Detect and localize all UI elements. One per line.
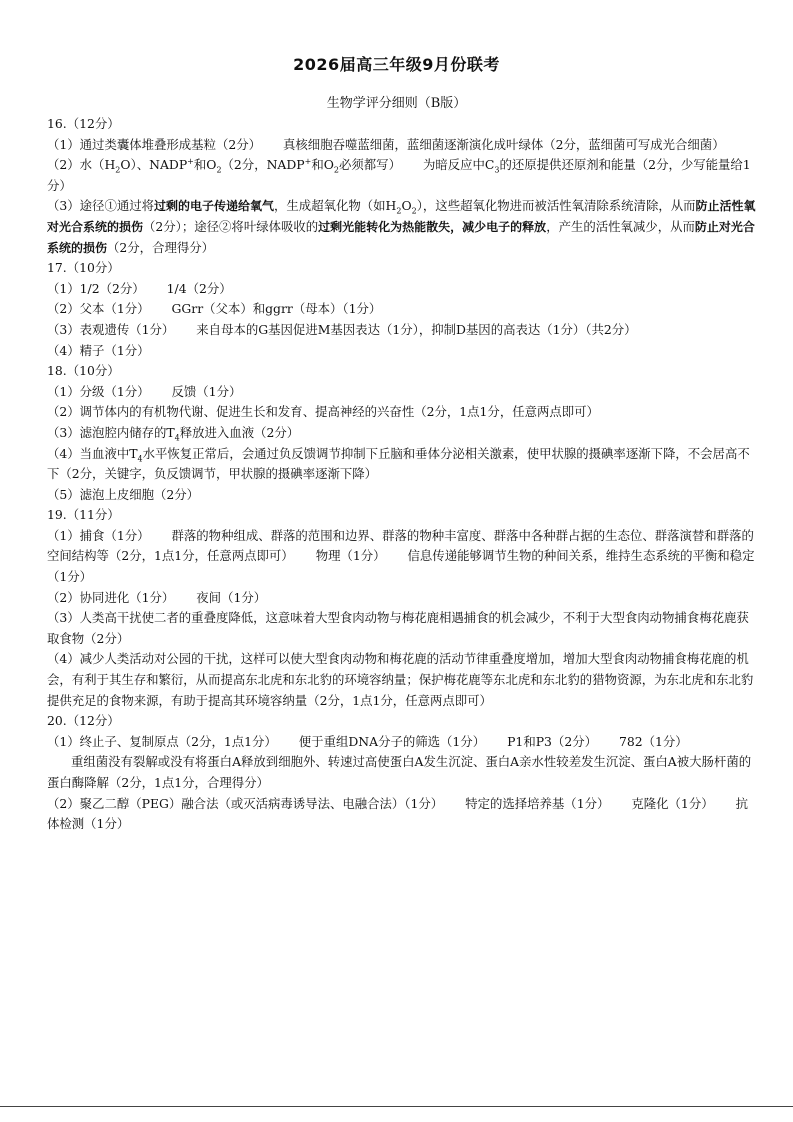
subscript: 2 (333, 165, 340, 175)
q20-part2-a: （2）聚乙二醇（PEG）融合法（或灭活病毒诱导法、电融合法）（1分） (47, 795, 444, 811)
q18-part1-a: （1）分级（1分） (47, 383, 150, 399)
q16-part3-keyword: 过剩的电子传递给氧气 (154, 199, 275, 214)
q18-part4-text: （4）当血液中T (47, 445, 138, 461)
q19-part2 (47, 588, 757, 609)
q17-part1 (47, 279, 757, 300)
q16-part3 (47, 196, 757, 258)
q16-part3-keyword: 过剩光能转化为热能散失，减少电子的释放 (318, 219, 547, 234)
q16-part3-text: （3）途径①通过将 (47, 198, 155, 214)
q16-part2-text: （2分，NADP (221, 157, 305, 173)
q17-part3-a: （3）表观遗传（1分） (47, 321, 175, 337)
q17-part2 (47, 299, 757, 320)
q20-part1-d: 782（1分） (618, 733, 688, 749)
q16-part1-a: （1）通过类囊体堆叠形成基粒（2分） (47, 136, 262, 152)
q17-part1-a: （1）1/2（2分） (47, 280, 145, 296)
q19-part2-b: 夜间（1分） (196, 589, 267, 605)
q16-part2-text: （2）水（H (47, 157, 116, 173)
page-bottom-rule (0, 1106, 793, 1107)
q20-part2-d: 抗体检测（1分） (47, 795, 748, 832)
q16-part3-text: O (401, 198, 412, 214)
q18-heading: 18.（10分） (47, 363, 120, 379)
q16-part2-text: 的还原提供还原剂和能量（2分，少写能量给1分） (47, 157, 751, 193)
q16-part3-keyword: 防止活性氧对光合系统的损伤 (47, 199, 756, 234)
q18-part3 (47, 423, 757, 444)
q17-part4: （4）精子（1分） (47, 342, 150, 358)
subscript: 2 (411, 206, 417, 216)
page-subtitle: 生物学评分细则（B版） (326, 96, 467, 111)
q20-part1-b: 便于重组DNA分子的筛选（1分） (298, 733, 486, 749)
q16-heading: 16.（12分） (47, 116, 120, 131)
subscript: 4 (174, 433, 180, 443)
q19-part1-a: （1）捕食（1分） (47, 527, 150, 543)
q16-part1-b: 真核细胞吞噬蓝细菌，蓝细菌逐渐演化成叶绿体（2分，蓝细菌可写成光合细菌） (283, 136, 725, 152)
q19-part1-d: 信息传递能够调节生物的种间关系，维持生态系统的平衡和稳定（1分） (47, 548, 755, 585)
q20-part1 (47, 732, 757, 753)
q18-part4-text: 水平恢复正常后，会通过负反馈调节抑制下丘脑和垂体分泌相关激素，使甲状腺的摄碘率逐渐下降，不会居高不下（2分，关键字，负反馈调节，甲状腺的摄碘率逐渐下降） (47, 445, 750, 482)
answer-content (47, 114, 757, 835)
subscript: 3 (494, 165, 500, 175)
q18-part3-text: 释放进入血液（2分） (179, 424, 300, 440)
q20-part2-b: 特定的选择培养基（1分） (465, 795, 610, 811)
q16-part3-text: （2分）；途径②将叶绿体吸收的 (143, 218, 319, 234)
q16-part3-text: ，生成超氧化物（如H (274, 198, 397, 214)
q18-part1-b: 反馈（1分） (171, 383, 242, 399)
q20-part2-c: 克隆化（1分） (631, 795, 714, 811)
page-title: 2026届高三年级9月份联考 (293, 55, 500, 74)
q16-part3-keyword: 防止对光合系统的损伤 (47, 219, 755, 255)
q16-part1 (47, 135, 757, 156)
q20-part1-e: 重组菌没有裂解或没有将蛋白A释放到细胞外、转速过高使蛋白A发生沉淀、蛋白A亲水性较差发生沉淀、蛋白A被大肠杆菌的蛋白酶降解（2分，1点1分，合理得分） (47, 754, 752, 790)
q16-part2-text: O）、NADP (120, 157, 188, 173)
q16-part3-text: （2分，合理得分） (107, 239, 215, 255)
subscript: 2 (216, 165, 222, 175)
q19-part4: （4）减少人类活动对公园的干扰，这样可以使大型食肉动物和梅花鹿的活动节律重叠度增加，增加大型食肉动物捕食梅花鹿的机会，有利于其生存和繁衍，从而提高东北虎和东北豹的环境容纳量；保护梅花鹿等东北虎和东北豹的猎物资源，为东北虎和东北豹提供充足的食物来源，有助于提高其环境容纳量（2分，1点1分，任意两点即可） (47, 651, 754, 708)
q18-part1 (47, 382, 757, 403)
q18-part3-text: （3）滤泡腔内储存的T (47, 424, 175, 440)
q19-part3: （3）人类高干扰使二者的重叠度降低，这意味着大型食肉动物与梅花鹿相遇捕食的机会减少，不利于大型食肉动物捕食梅花鹿获取食物（2分） (47, 610, 749, 646)
q18-part4 (47, 444, 757, 485)
q20-part1-a: （1）终止子、复制原点（2分，1点1分） (47, 733, 277, 749)
q20-part1-continued (47, 752, 757, 793)
q19-heading: 19.（11分） (47, 507, 120, 523)
q20-part1-c: P1和P3（2分） (507, 733, 597, 749)
q19-part1 (47, 526, 757, 588)
q16-part2-text: 必须都写） (339, 157, 401, 173)
q16-part2 (47, 155, 757, 196)
q18-part2: （2）调节体内的有机物代谢、促进生长和发育、提高神经的兴奋性（2分，1点1分，任意两点即可） (47, 404, 599, 420)
superscript: + (187, 157, 194, 167)
superscript: + (304, 157, 312, 167)
q18-part5: （5）滤泡上皮细胞（2分） (47, 486, 200, 502)
q17-part1-b: 1/4（2分） (166, 280, 232, 296)
q16-part3-text: ，产生的活性氧减少，从而 (546, 218, 695, 234)
q16-part3-text: ），这些超氧化物进而被活性氧清除系统清除，从而 (416, 198, 696, 214)
q20-part2 (47, 794, 757, 835)
q19-part1-c: 物理（1分） (315, 548, 386, 564)
q17-part3-b: 来自母本的G基因促进M基因表达（1分），抑制D基因的高表达（1分）（共2分） (196, 321, 637, 337)
subscript: 2 (115, 165, 121, 175)
q17-part2-a: （2）父本（1分） (47, 301, 150, 317)
q19-part1-b: 群落的物种组成、群落的范围和边界、群落的物种丰富度、群落中各种群占据的生态位、群落演替和群落的空间结构等（2分，1点1分，任意两点即可） (47, 527, 754, 564)
q19-part2-a: （2）协同进化（1分） (47, 589, 175, 605)
q20-heading: 20.（12分） (47, 713, 120, 729)
q16-part2-text: 为暗反应中C (422, 157, 495, 173)
q16-part2-text: 和O (193, 157, 217, 173)
subscript: 2 (396, 206, 402, 216)
subscript: 4 (137, 453, 143, 463)
q17-part2-b: GGrr（父本）和ggrr（母本）（1分） (171, 301, 382, 317)
q17-heading: 17.（10分） (47, 260, 120, 276)
q17-part3 (47, 320, 757, 341)
q16-part2-text: 和O (311, 157, 334, 173)
